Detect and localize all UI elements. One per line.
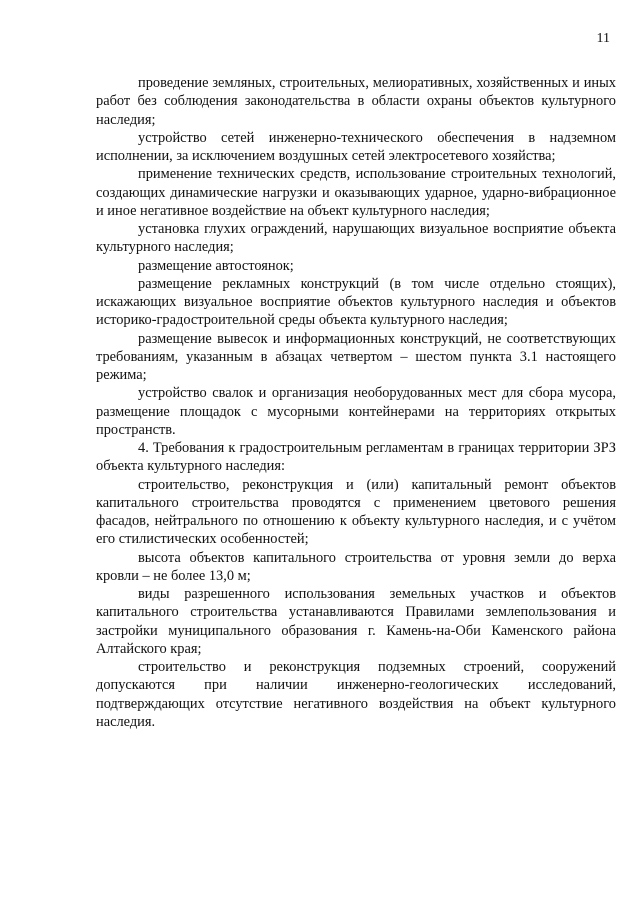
paragraph-signboards: размещение вывесок и информационных конструкций, не соответствующих требованиям, указанным в абзацах четвертом – шестом пункта 3.1 настоящего режима; (96, 330, 616, 383)
paragraph-parking: размещение автостоянок; (138, 257, 294, 274)
paragraph-dumps: устройство свалок и организация необорудованных мест для сбора мусора, размещение площадок с мусорными контейнерами на территориях открытых пространств. (96, 385, 616, 438)
paragraph-advertising: размещение рекламных конструкций (в том числе отдельно стоящих), искажающих визуальное восприятие объектов культурного наследия и объектов историко-градостроительной среды объекта культурного наследия; (96, 275, 616, 329)
paragraph-earthworks: проведение земляных, строительных, мелиоративных, хозяйственных и иных работ без соблюдения законодательства в области охраны объектов культурного наследия; (96, 75, 616, 128)
paragraph-blind-fences: установка глухих ограждений, нарушающих визуальное восприятие объекта культурного наследия; (96, 221, 616, 256)
paragraph-height-limit: высота объектов капитального строительства от уровня земли до верха кровли – не более 13,0 м; (96, 549, 616, 584)
paragraph-technical-means: применение технических средств, использование строительных технологий, создающих динамические нагрузки и оказывающих ударное, ударно-вибрационное и иное негативное воздействие на объект культурного наследия; (96, 166, 616, 219)
paragraph-construction: строительство, реконструкция и (или) капитальный ремонт объектов капитального строительства проводятся с применением цветового решения фасадов, нейтрального по отношению к объекту культурного наследия, и с учётом его стилистических особенностей; (96, 476, 616, 548)
paragraph-underground: строительство и реконструкция подземных строений, сооружений допускаются при наличии инженерно-геологических исследований, подтверждающих отсутствие негативного воздействия на объект культурного наследия. (96, 659, 616, 730)
section-heading-4: 4. Требования к градостроительным регламентам в границах территории ЗРЗ объекта культурного наследия: (96, 440, 616, 475)
page-number: 11 (596, 31, 610, 46)
paragraph-engineering-networks: устройство сетей инженерно-технического обеспечения в надземном исполнении, за исключением воздушных сетей электросетевого хозяйства; (96, 129, 616, 164)
document-body (96, 74, 616, 731)
paragraph-land-use: виды разрешенного использования земельных участков и объектов капитального строительства устанавливаются Правилами землепользования и застройки муниципального образования г. Камень-на-Оби Каменского района Алтайского края; (96, 586, 616, 657)
